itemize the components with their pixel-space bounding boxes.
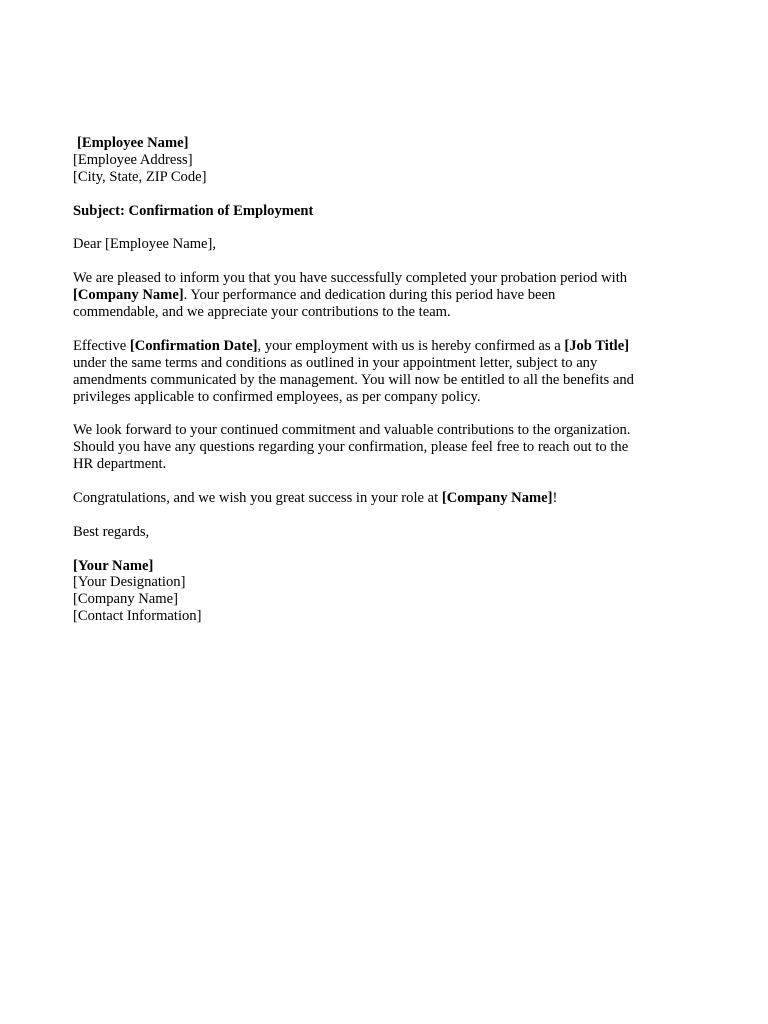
signature-company: [Company Name] xyxy=(73,591,178,608)
salutation: Dear [Employee Name], xyxy=(73,236,217,253)
recipient-name: [Employee Name] xyxy=(77,135,189,151)
closing: Best regards, xyxy=(73,523,150,540)
paragraph-probation: We are pleased to inform you that you have successfully completed your probation period with [Company Name]. Your performance and dedication during this period have been commendable, and we appreciate your contributions to the team. xyxy=(73,270,628,321)
recipient-city-state-zip: [City, State, ZIP Code] xyxy=(73,168,207,185)
signature-designation: [Your Designation] xyxy=(73,574,186,591)
subject-line: Subject: Confirmation of Employment xyxy=(73,202,314,219)
recipient-address: [Employee Address] xyxy=(73,151,193,168)
paragraph-congratulations: Congratulations, and we wish you great success in your role at [Company Name]! xyxy=(73,489,558,506)
paragraph-questions: We look forward to your continued commitment and valuable contributions to the organization. Should you have any questions regarding your confirmation, please feel free to reach out to the HR department. xyxy=(73,422,631,473)
signature-block xyxy=(73,558,683,626)
signature-name: [Your Name] xyxy=(73,557,154,574)
recipient-block xyxy=(73,135,683,186)
letter-body xyxy=(73,135,683,625)
paragraph-confirmation: Effective [Confirmation Date], your employment with us is hereby confirmed as a [Job Title] under the same terms and conditions as outlined in your appointment letter, subject to any amendments communicated by the management. You will now be entitled to all the benefits and privileges applicable to confirmed employees, as per company policy. xyxy=(73,337,634,405)
signature-contact: [Contact Information] xyxy=(73,608,202,625)
